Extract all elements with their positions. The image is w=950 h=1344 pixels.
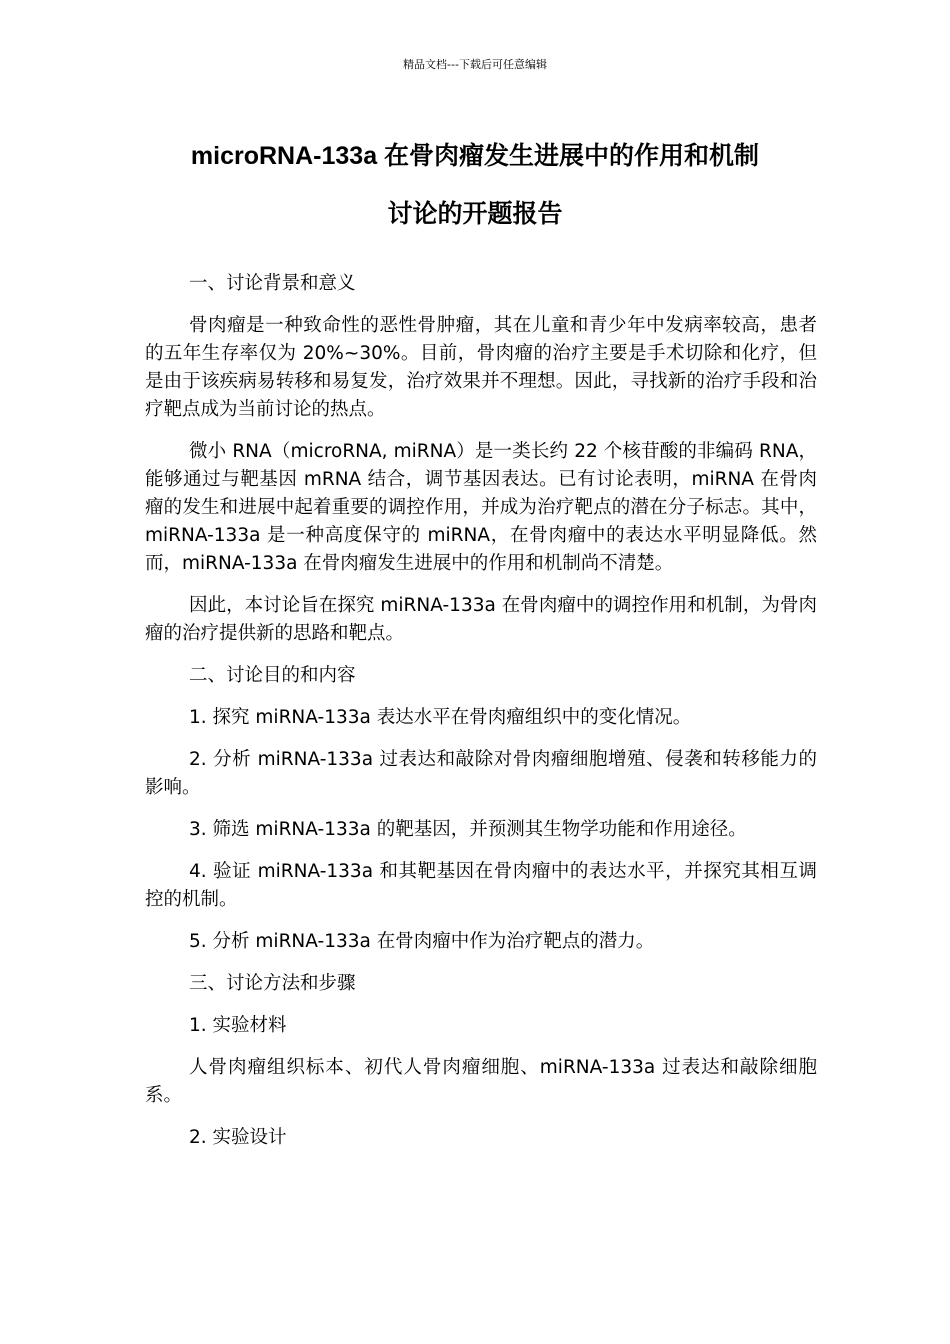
objective-item-3: 3. 筛选 miRNA-133a 的靶基因，并预测其生物学功能和作用途径。 — [189, 819, 747, 840]
objective-item-5: 5. 分析 miRNA-133a 在骨肉瘤中作为治疗靶点的潜力。 — [189, 931, 655, 952]
document-title-line-2: 讨论的开题报告 — [387, 200, 563, 228]
section-heading-objectives: 二、讨论目的和内容 — [189, 665, 356, 686]
subheading-design: 2. 实验设计 — [189, 1127, 287, 1148]
document-body — [145, 270, 817, 1166]
paragraph-purpose: 因此，本讨论旨在探究 miRNA-133a 在骨肉瘤中的调控作用和机制，为骨肉瘤的治疗提供新的思路和靶点。 — [145, 595, 817, 644]
paragraph-mirna-intro: 微小 RNA（microRNA, miRNA）是一类长约 22 个核苷酸的非编码 RNA，能够通过与靶基因 mRNA 结合，调节基因表达。已有讨论表明，miRNA 在骨肉瘤的发生和进展中起着重要的调控作用，并成为治疗靶点的潜在分子标志。其中，miRNA-133a 是一种高度保守的 miRNA，在骨肉瘤中的表达水平明显降低。然而，miRNA-133a 在骨肉瘤发生进展中的作用和机制尚不清楚。 — [145, 441, 817, 574]
objective-item-2: 2. 分析 miRNA-133a 过表达和敲除对骨肉瘤细胞增殖、侵袭和转移能力的影响。 — [145, 749, 817, 798]
document-title-line-1: microRNA-133a 在骨肉瘤发生进展中的作用和机制 — [190, 142, 760, 170]
subheading-materials: 1. 实验材料 — [189, 1015, 287, 1036]
page-header: 精品文档---下载后可任意编辑 — [403, 58, 547, 71]
objective-item-1: 1. 探究 miRNA-133a 表达水平在骨肉瘤组织中的变化情况。 — [189, 707, 692, 728]
section-heading-background: 一、讨论背景和意义 — [189, 273, 356, 294]
paragraph-materials: 人骨肉瘤组织标本、初代人骨肉瘤细胞、miRNA-133a 过表达和敲除细胞系。 — [145, 1057, 817, 1106]
section-heading-methods: 三、讨论方法和步骤 — [189, 973, 356, 994]
paragraph-background: 骨肉瘤是一种致命性的恶性骨肿瘤，其在儿童和青少年中发病率较高，患者的五年生存率仅为 20%~30%。目前，骨肉瘤的治疗主要是手术切除和化疗，但是由于该疾病易转移和易复发，治疗效果并不理想。因此，寻找新的治疗手段和治疗靶点成为当前讨论的热点。 — [145, 315, 817, 420]
objective-item-4: 4. 验证 miRNA-133a 和其靶基因在骨肉瘤中的表达水平，并探究其相互调控的机制。 — [145, 861, 817, 910]
